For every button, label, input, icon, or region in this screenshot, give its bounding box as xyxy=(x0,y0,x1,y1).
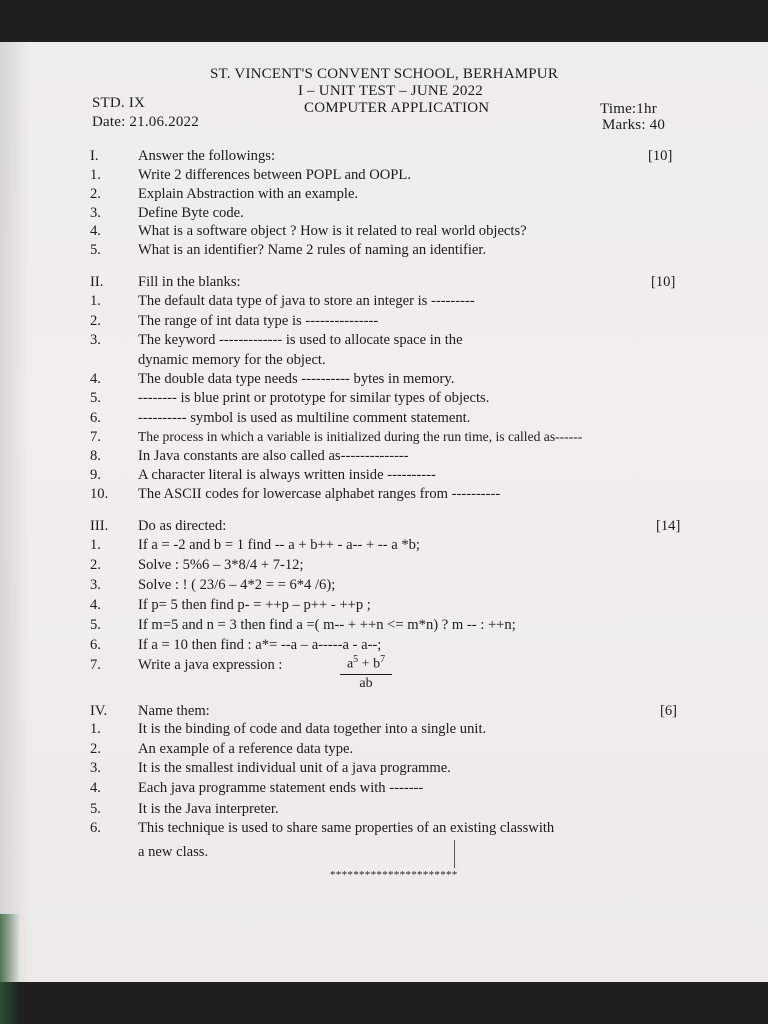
question-text: It is the binding of code and data together into a single unit. xyxy=(138,721,487,737)
section-title: Fill in the blanks: xyxy=(138,274,241,290)
question-text: The ASCII codes for lowercase alphabet ranges from ---------- xyxy=(138,486,501,502)
question-text-continued: dynamic memory for the object. xyxy=(138,352,326,368)
question-text: In Java constants are also called as-------------- xyxy=(138,448,409,464)
section-marks: [14] xyxy=(656,518,681,534)
section-number: IV. xyxy=(90,703,108,719)
question-row xyxy=(0,429,768,448)
question-text: If p= 5 then find p- = ++p – p++ - ++p ; xyxy=(138,597,371,613)
question-row xyxy=(0,617,768,636)
question-row xyxy=(0,597,768,616)
question-number: 4. xyxy=(90,780,101,796)
question-number: 9. xyxy=(90,467,101,483)
question-number: 5. xyxy=(90,801,101,817)
background-corner xyxy=(0,914,20,1024)
question-number: 6. xyxy=(90,637,101,653)
section-title: Answer the followings: xyxy=(138,148,276,164)
question-number: 1. xyxy=(90,537,101,553)
question-number: 4. xyxy=(90,223,101,239)
question-row xyxy=(0,486,768,505)
section-number: I. xyxy=(90,148,99,164)
question-continuation xyxy=(0,352,768,371)
question-text: A character literal is always written inside ---------- xyxy=(138,467,436,483)
question-row xyxy=(0,448,768,467)
question-row xyxy=(0,801,768,820)
subject-title: COMPUTER APPLICATION xyxy=(304,100,490,116)
question-number: 3. xyxy=(90,760,101,776)
section-marks: [10] xyxy=(648,148,673,164)
question-number: 1. xyxy=(90,293,101,309)
section-heading xyxy=(0,148,768,167)
question-text: The process in which a variable is initialized during the run time, is called as------ xyxy=(138,429,583,444)
question-row xyxy=(0,205,768,224)
question-number: 2. xyxy=(90,741,101,757)
marks-label: Marks: 40 xyxy=(602,117,666,133)
question-text: If m=5 and n = 3 then find a =( m-- + ++n <= m*n) ? m -- : ++n; xyxy=(138,617,516,633)
question-text: Solve : ! ( 23/6 – 4*2 = = 6*4 /6); xyxy=(138,577,336,593)
question-row xyxy=(0,741,768,760)
question-text: The double data type needs ---------- bytes in memory. xyxy=(138,371,455,387)
question-number: 1. xyxy=(90,167,101,183)
question-text: This technique is used to share same properties of an existing classwith xyxy=(138,820,555,836)
question-number: 2. xyxy=(90,557,101,573)
question-row xyxy=(0,780,768,799)
test-title: I – UNIT TEST – JUNE 2022 xyxy=(298,83,483,99)
question-text: The default data type of java to store an integer is --------- xyxy=(138,293,475,309)
question-text: It is the Java interpreter. xyxy=(138,801,279,817)
section-number: II. xyxy=(90,274,104,290)
std-label: STD. IX xyxy=(92,95,146,111)
question-number: 1. xyxy=(90,721,101,737)
question-row xyxy=(0,577,768,596)
question-number: 7. xyxy=(90,429,101,445)
question-number: 4. xyxy=(90,597,101,613)
section-title: Name them: xyxy=(138,703,210,719)
question-row xyxy=(0,557,768,576)
question-text: Explain Abstraction with an example. xyxy=(138,186,359,202)
question-text: Write 2 differences between POPL and OOPL. xyxy=(138,167,411,183)
question-text: The range of int data type is --------------- xyxy=(138,313,379,329)
question-number: 8. xyxy=(90,448,101,464)
question-row xyxy=(0,820,768,839)
section-marks: [6] xyxy=(660,703,678,719)
question-row xyxy=(0,313,768,332)
question-row xyxy=(0,293,768,312)
question-text: Each java programme statement ends with ------- xyxy=(138,780,424,796)
question-number: 5. xyxy=(90,242,101,258)
question-text: If a = 10 then find : a*= --a – a-----a - a--; xyxy=(138,637,382,653)
date-label: Date: 21.06.2022 xyxy=(92,114,199,130)
question-text: What is an identifier? Name 2 rules of naming an identifier. xyxy=(138,242,487,258)
section-number: III. xyxy=(90,518,109,534)
question-text: If a = -2 and b = 1 find -- a + b++ - a-- + -- a *b; xyxy=(138,537,420,553)
section-heading xyxy=(0,703,768,722)
time-label: Time:1hr xyxy=(600,101,657,117)
java-expression-fraction xyxy=(340,654,392,692)
question-row xyxy=(0,721,768,740)
section-heading xyxy=(0,274,768,293)
question-row xyxy=(0,410,768,429)
end-of-paper-stars: ********************** xyxy=(330,869,458,881)
question-text: The keyword ------------- is used to allocate space in the xyxy=(138,332,463,348)
question-text-continued: a new class. xyxy=(138,844,209,860)
section-title: Do as directed: xyxy=(138,518,227,534)
question-text: It is the smallest individual unit of a java programme. xyxy=(138,760,451,776)
question-number: 3. xyxy=(90,577,101,593)
question-number: 2. xyxy=(90,186,101,202)
question-number: 4. xyxy=(90,371,101,387)
fraction-denominator: ab xyxy=(359,675,373,691)
question-number: 2. xyxy=(90,313,101,329)
question-continuation xyxy=(0,844,768,863)
question-number: 3. xyxy=(90,332,101,348)
question-number: 6. xyxy=(90,410,101,426)
fraction-numerator: $a^5 + b^7$ xyxy=(340,654,392,675)
question-row xyxy=(0,371,768,390)
question-row xyxy=(0,537,768,556)
question-row xyxy=(0,186,768,205)
question-text: Write a java expression : xyxy=(138,657,283,673)
question-text: ---------- symbol is used as multiline comment statement. xyxy=(138,410,471,426)
question-row xyxy=(0,390,768,409)
question-text: Solve : 5%6 – 3*8/4 + 7-12; xyxy=(138,557,304,573)
question-text: -------- is blue print or prototype for similar types of objects. xyxy=(138,390,490,406)
question-row xyxy=(0,467,768,486)
question-row xyxy=(0,167,768,186)
question-number: 10. xyxy=(90,486,109,502)
section-marks: [10] xyxy=(651,274,676,290)
question-number: 5. xyxy=(90,617,101,633)
question-text: Define Byte code. xyxy=(138,205,244,221)
question-row xyxy=(0,760,768,779)
question-number: 7. xyxy=(90,657,101,673)
question-row xyxy=(0,223,768,242)
question-row xyxy=(0,332,768,351)
question-row xyxy=(0,242,768,261)
question-number: 3. xyxy=(90,205,101,221)
question-number: 5. xyxy=(90,390,101,406)
pen-mark xyxy=(454,840,455,868)
school-name: ST. VINCENT'S CONVENT SCHOOL, BERHAMPUR xyxy=(210,66,559,82)
question-number: 6. xyxy=(90,820,101,836)
question-text: What is a software object ? How is it related to real world objects? xyxy=(138,223,527,239)
section-heading xyxy=(0,518,768,537)
question-text: An example of a reference data type. xyxy=(138,741,354,757)
